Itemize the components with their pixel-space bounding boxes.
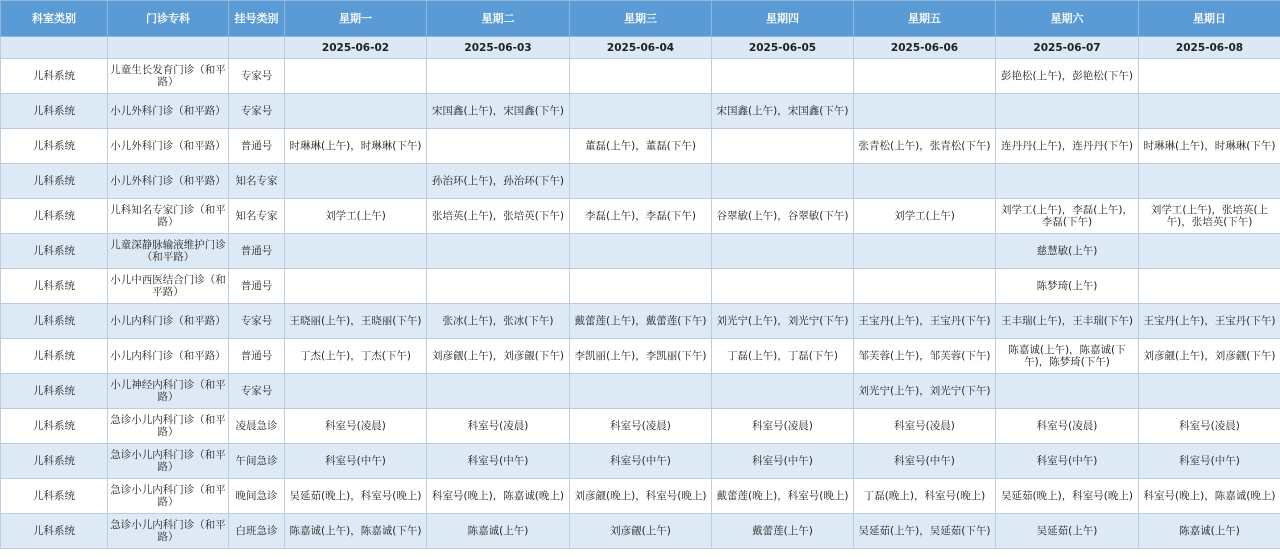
clinic-cell: 小儿内科门诊（和平路） [108,339,229,374]
schedule-cell [1139,59,1280,94]
schedule-cell[interactable]: 科室号(凌晨) [285,409,427,444]
table-row [1,269,1280,304]
department-cell: 儿科系统 [1,374,108,409]
schedule-cell [1139,94,1280,129]
department-cell: 儿科系统 [1,129,108,164]
schedule-cell [996,164,1139,199]
schedule-cell[interactable]: 科室号(凌晨) [712,409,854,444]
schedule-cell[interactable]: 陈嘉诚(上午)，陈嘉诚(下午)，陈梦琦(下午) [996,339,1139,374]
clinic-cell: 急诊小儿内科门诊（和平路） [108,514,229,549]
schedule-cell[interactable]: 科室号(中午) [1139,444,1280,479]
schedule-cell[interactable]: 科室号(中午) [427,444,570,479]
schedule-cell[interactable]: 李凯丽(上午)，李凯丽(下午) [570,339,712,374]
schedule-cell[interactable]: 科室号(晚上)，陈嘉诚(晚上) [1139,479,1280,514]
schedule-cell[interactable]: 时琳琳(上午)，时琳琳(下午) [285,129,427,164]
schedule-cell [712,269,854,304]
column-header: 星期日 [1139,1,1280,37]
schedule-cell [427,269,570,304]
schedule-cell [427,234,570,269]
schedule-cell[interactable]: 王宝丹(上午)，王宝丹(下午) [1139,304,1280,339]
registration-type-cell: 专家号 [229,59,285,94]
schedule-cell [712,129,854,164]
schedule-cell[interactable]: 孙治环(上午)，孙治环(下午) [427,164,570,199]
department-cell: 儿科系统 [1,479,108,514]
schedule-cell [285,164,427,199]
schedule-cell [996,94,1139,129]
department-cell: 儿科系统 [1,304,108,339]
registration-type-cell: 专家号 [229,374,285,409]
schedule-cell[interactable]: 戴蕾莲(上午) [712,514,854,549]
registration-type-cell: 知名专家 [229,199,285,234]
department-cell: 儿科系统 [1,339,108,374]
schedule-cell[interactable]: 戴蕾莲(晚上)，科室号(晚上) [712,479,854,514]
registration-type-cell: 晚间急诊 [229,479,285,514]
department-cell: 儿科系统 [1,234,108,269]
table-row [1,94,1280,129]
table-row [1,304,1280,339]
schedule-cell [996,374,1139,409]
date-cell: 2025-06-07 [996,37,1139,59]
clinic-cell: 儿童生长发育门诊（和平路） [108,59,229,94]
clinic-cell: 小儿中西医结合门诊（和平路） [108,269,229,304]
schedule-cell[interactable]: 刘彦觎(晚上)，科室号(晚上) [570,479,712,514]
registration-type-cell: 白班急诊 [229,514,285,549]
schedule-cell[interactable]: 科室号(凌晨) [1139,409,1280,444]
schedule-cell[interactable]: 刘光宁(上午)，刘光宁(下午) [712,304,854,339]
schedule-cell [854,164,996,199]
clinic-cell: 儿科知名专家门诊（和平路） [108,199,229,234]
schedule-cell[interactable]: 科室号(中午) [996,444,1139,479]
clinic-cell: 急诊小儿内科门诊（和平路） [108,444,229,479]
date-cell [229,37,285,59]
schedule-cell [1139,269,1280,304]
schedule-cell [854,269,996,304]
clinic-cell: 小儿外科门诊（和平路） [108,94,229,129]
table-row [1,374,1280,409]
column-header: 门诊专科 [108,1,229,37]
table-row [1,409,1280,444]
column-header: 星期二 [427,1,570,37]
date-cell [108,37,229,59]
schedule-cell [285,94,427,129]
schedule-cell [570,59,712,94]
schedule-cell[interactable]: 宋国鑫(上午)，宋国鑫(下午) [712,94,854,129]
schedule-cell [570,374,712,409]
date-cell: 2025-06-03 [427,37,570,59]
registration-type-cell: 知名专家 [229,164,285,199]
department-cell: 儿科系统 [1,199,108,234]
clinic-cell: 儿童深静脉输液维护门诊（和平路） [108,234,229,269]
schedule-cell [427,129,570,164]
schedule-cell [285,269,427,304]
registration-type-cell: 专家号 [229,94,285,129]
schedule-cell[interactable]: 张冰(上午)，张冰(下午) [427,304,570,339]
schedule-cell[interactable]: 科室号(凌晨) [996,409,1139,444]
column-header: 星期三 [570,1,712,37]
schedule-cell [427,59,570,94]
clinic-cell: 小儿内科门诊（和平路） [108,304,229,339]
schedule-cell[interactable]: 宋国鑫(上午)，宋国鑫(下午) [427,94,570,129]
column-header: 星期五 [854,1,996,37]
schedule-cell[interactable]: 科室号(中午) [570,444,712,479]
schedule-cell[interactable]: 陈嘉诚(上午) [427,514,570,549]
schedule-cell[interactable]: 丁磊(上午)，丁磊(下午) [712,339,854,374]
schedule-cell[interactable]: 吴延茹(上午) [996,514,1139,549]
schedule-cell [285,234,427,269]
schedule-cell [570,269,712,304]
schedule-cell [854,59,996,94]
column-header: 科室类别 [1,1,108,37]
schedule-cell[interactable]: 刘学工(上午) [854,199,996,234]
clinic-cell: 急诊小儿内科门诊（和平路） [108,479,229,514]
schedule-cell[interactable]: 刘学工(上午)，李磊(上午)，李磊(下午) [996,199,1139,234]
schedule-cell[interactable]: 科室号(中午) [854,444,996,479]
schedule-cell[interactable]: 科室号(凌晨) [570,409,712,444]
date-cell: 2025-06-05 [712,37,854,59]
date-cell: 2025-06-08 [1139,37,1280,59]
schedule-cell[interactable]: 陈嘉诚(上午) [1139,514,1280,549]
schedule-cell[interactable]: 科室号(凌晨) [854,409,996,444]
column-header: 挂号类别 [229,1,285,37]
schedule-cell[interactable]: 张培英(上午)，张培英(下午) [427,199,570,234]
date-cell: 2025-06-04 [570,37,712,59]
date-cell [1,37,108,59]
schedule-cell[interactable]: 王晓丽(上午)，王晓丽(下午) [285,304,427,339]
table-row [1,164,1280,199]
schedule-cell [570,234,712,269]
schedule-cell[interactable]: 科室号(中午) [285,444,427,479]
schedule-cell[interactable]: 张青松(上午)，张青松(下午) [854,129,996,164]
schedule-cell[interactable]: 彭艳松(上午)，彭艳松(下午) [996,59,1139,94]
schedule-cell [285,374,427,409]
schedule-cell[interactable]: 王宝丹(上午)，王宝丹(下午) [854,304,996,339]
schedule-cell [854,234,996,269]
department-cell: 儿科系统 [1,164,108,199]
schedule-cell [570,164,712,199]
schedule-cell[interactable]: 陈嘉诚(上午)，陈嘉诚(下午) [285,514,427,549]
schedule-cell[interactable]: 吴延茹(晚上)，科室号(晚上) [285,479,427,514]
schedule-cell[interactable]: 刘彦觎(上午)，刘彦觎(下午) [1139,339,1280,374]
schedule-cell[interactable]: 刘彦觎(上午) [570,514,712,549]
date-row [1,37,1280,59]
registration-type-cell: 普通号 [229,129,285,164]
schedule-cell [712,234,854,269]
table-row [1,339,1280,374]
schedule-cell[interactable]: 科室号(凌晨) [427,409,570,444]
schedule-cell[interactable]: 时琳琳(上午)，时琳琳(下午) [1139,129,1280,164]
schedule-cell [1139,374,1280,409]
department-cell: 儿科系统 [1,514,108,549]
department-cell: 儿科系统 [1,269,108,304]
column-header: 星期四 [712,1,854,37]
registration-type-cell: 专家号 [229,304,285,339]
schedule-cell[interactable]: 丁磊(晚上)，科室号(晚上) [854,479,996,514]
table-row [1,199,1280,234]
schedule-cell [712,164,854,199]
column-header: 星期一 [285,1,427,37]
schedule-cell[interactable]: 戴蕾莲(上午)，戴蕾莲(下午) [570,304,712,339]
table-row [1,479,1280,514]
registration-type-cell: 普通号 [229,234,285,269]
registration-type-cell: 普通号 [229,339,285,374]
department-cell: 儿科系统 [1,59,108,94]
schedule-cell[interactable]: 刘学工(上午)，张培英(上午)，张培英(下午) [1139,199,1280,234]
schedule-cell[interactable]: 科室号(中午) [712,444,854,479]
header-row [1,1,1280,37]
clinic-cell: 急诊小儿内科门诊（和平路） [108,409,229,444]
table-row [1,444,1280,479]
schedule-cell[interactable]: 谷翠敏(上午)，谷翠敏(下午) [712,199,854,234]
schedule-cell[interactable]: 吴延茹(上午)，吴延茹(下午) [854,514,996,549]
department-cell: 儿科系统 [1,409,108,444]
schedule-cell [712,374,854,409]
schedule-cell[interactable]: 丁杰(上午)，丁杰(下午) [285,339,427,374]
schedule-cell[interactable]: 吴延茹(晚上)，科室号(晚上) [996,479,1139,514]
schedule-cell [570,94,712,129]
clinic-cell: 小儿神经内科门诊（和平路） [108,374,229,409]
schedule-cell [1139,234,1280,269]
schedule-cell[interactable]: 董磊(上午)，董磊(下午) [570,129,712,164]
date-cell: 2025-06-06 [854,37,996,59]
schedule-cell[interactable]: 连丹丹(上午)，连丹丹(下午) [996,129,1139,164]
schedule-cell[interactable]: 陈梦琦(上午) [996,269,1139,304]
clinic-cell: 小儿外科门诊（和平路） [108,164,229,199]
schedule-cell[interactable]: 刘学工(上午) [285,199,427,234]
registration-type-cell: 凌晨急诊 [229,409,285,444]
table-row [1,234,1280,269]
schedule-cell [427,374,570,409]
schedule-cell[interactable]: 王丰瑞(上午)，王丰瑞(下午) [996,304,1139,339]
department-cell: 儿科系统 [1,444,108,479]
date-cell: 2025-06-02 [285,37,427,59]
schedule-cell[interactable]: 慈慧敏(上午) [996,234,1139,269]
schedule-cell[interactable]: 刘彦觎(上午)，刘彦觎(下午) [427,339,570,374]
schedule-cell [285,59,427,94]
column-header: 星期六 [996,1,1139,37]
table-row [1,514,1280,549]
table-row [1,59,1280,94]
registration-type-cell: 午间急诊 [229,444,285,479]
clinic-cell: 小儿外科门诊（和平路） [108,129,229,164]
schedule-cell [712,59,854,94]
schedule-cell [854,94,996,129]
table-row [1,129,1280,164]
schedule-cell[interactable]: 科室号(晚上)，陈嘉诚(晚上) [427,479,570,514]
department-cell: 儿科系统 [1,94,108,129]
schedule-cell[interactable]: 刘光宁(上午)，刘光宁(下午) [854,374,996,409]
schedule-cell[interactable]: 李磊(上午)，李磊(下午) [570,199,712,234]
schedule-cell [1139,164,1280,199]
schedule-body [1,59,1280,549]
registration-type-cell: 普通号 [229,269,285,304]
schedule-cell[interactable]: 邹芙蓉(上午)，邹芙蓉(下午) [854,339,996,374]
